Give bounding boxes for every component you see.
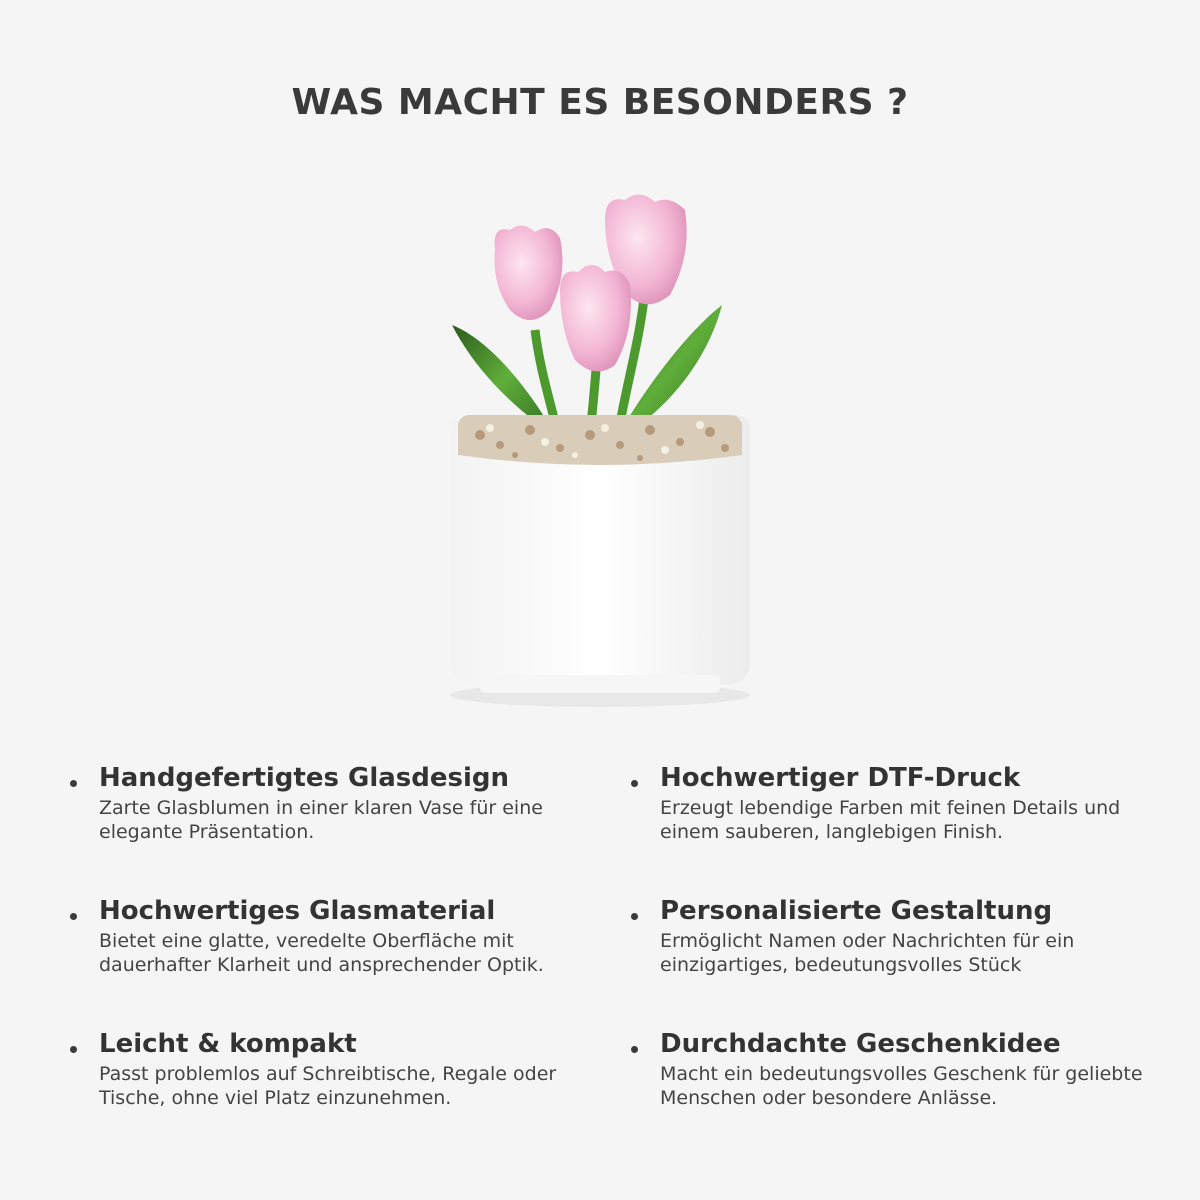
feature-item (621, 760, 1121, 893)
bullet-dot-icon (70, 780, 77, 787)
feature-description: Macht ein bedeutungsvolles Geschenk für geliebte Menschen oder besondere Anlässe. (660, 1063, 1143, 1109)
feature-description: Passt problemlos auf Schreibtische, Regale oder Tische, ohne viel Platz einzunehmen. (99, 1063, 557, 1109)
feature-item (621, 893, 1121, 1026)
feature-item (621, 1026, 1143, 1159)
feature-list (60, 760, 1160, 1159)
feature-title: Personalisierte Gestaltung (660, 896, 1053, 926)
feature-description: Ermöglicht Namen oder Nachrichten für ein einzigartiges, bedeutungsvolles Stück (660, 930, 1075, 976)
feature-title: Hochwertiges Glasmaterial (99, 896, 496, 926)
feature-description: Erzeugt lebendige Farben mit feinen Details und einem sauberen, langlebigen Finish. (660, 797, 1121, 843)
bullet-dot-icon (631, 780, 638, 787)
feature-item (60, 760, 621, 893)
bullet-dot-icon (70, 913, 77, 920)
feature-description: Zarte Glasblumen in einer klaren Vase für eine elegante Präsentation. (99, 797, 543, 843)
feature-title: Durchdachte Geschenkidee (660, 1029, 1061, 1059)
feature-title: Handgefertigtes Glasdesign (99, 763, 510, 793)
tulip-left (495, 225, 563, 320)
feature-item (60, 1026, 621, 1159)
bullet-dot-icon (70, 1046, 77, 1053)
pot-base (480, 675, 720, 693)
feature-title: Hochwertiger DTF-Druck (660, 763, 1021, 793)
feature-description: Bietet eine glatte, veredelte Oberfläche mit dauerhafter Klarheit und ansprechender Optik. (99, 930, 544, 976)
feature-title: Leicht & kompakt (99, 1029, 357, 1059)
product-image (400, 180, 800, 720)
feature-item (60, 893, 621, 1026)
tulip-center (560, 265, 631, 371)
glass-tulip-pot-illustration (400, 180, 800, 720)
bullet-dot-icon (631, 1046, 638, 1053)
page-title: WAS MACHT ES BESONDERS ? (291, 82, 909, 123)
bullet-dot-icon (631, 913, 638, 920)
